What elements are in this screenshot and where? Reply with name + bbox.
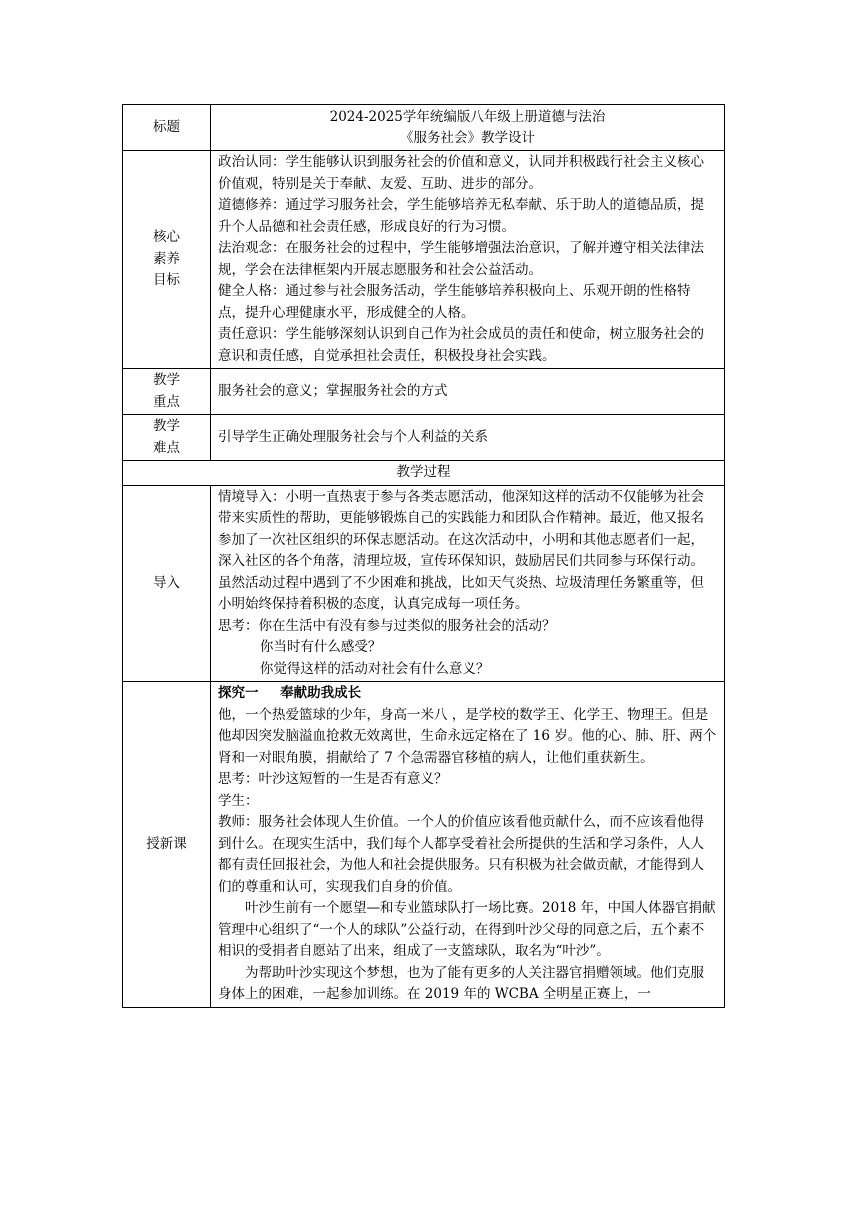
label-line: 重点 bbox=[153, 393, 180, 410]
label-title: 标题 bbox=[123, 105, 211, 151]
row-title bbox=[123, 105, 725, 151]
label-difficulties bbox=[123, 415, 211, 461]
section-heading bbox=[218, 683, 717, 705]
row-difficulties bbox=[123, 415, 725, 461]
intro-think-3: 你觉得这样的活动对社会有什么意义？ bbox=[259, 660, 490, 677]
intro-think-2: 你当时有什么感受？ bbox=[259, 639, 382, 655]
row-intro bbox=[123, 485, 725, 682]
section-heading-number: 探究一 bbox=[218, 685, 259, 701]
intro-scenario: 情境导入：小明一直热衷于参与各类志愿活动，他深知这样的活动不仅能够为社会带来实质性的帮助，更能够锻炼自己的实践能力和团队合作精神。最近，他又报名参加了一次社区组织的环保志愿活动。在这次活动中，小明和其他志愿者们一起，深入社区的各个角落，清理垃圾，宣传环保知识，鼓励居民们共同参与环保行动。虽然活动过程中遇到了不少困难和挑战，比如天气炎热、垃圾清理任务繁重等，但小明始终保持着积极的态度，认真完成每一项任务。 bbox=[218, 488, 704, 612]
goal-law: 法治观念：在服务社会的过程中，学生能够增强法治意识，了解并遵守相关法律法规，学会在法律框架内开展志愿服务和社会公益活动。 bbox=[218, 240, 704, 278]
story-paragraph-1: 他，一个热爱篮球的少年，身高一米八 ，是学校的数学王、化学王、物理王。但是他却因突发脑溢血抢救无效离世，生命永远定格在了 16 岁。他的心、肺、肝、两个肾和一对眼角膜，捐献给了 7 个急需器官移植的病人，让他们重获新生。 bbox=[218, 706, 717, 766]
intro-think-1: 思考：你在生活中有没有参与过类似的服务社会的活动？ bbox=[218, 617, 556, 634]
label-line: 教学 bbox=[153, 418, 180, 434]
label-core-goals bbox=[123, 151, 211, 369]
row-new-lesson bbox=[123, 682, 725, 1008]
label-line: 难点 bbox=[153, 439, 180, 456]
label-line: 目标 bbox=[153, 272, 180, 289]
key-points-text: 服务社会的意义；掌握服务社会的方式 bbox=[211, 369, 725, 415]
goal-responsibility: 责任意识：学生能够深刻认识到自己作为社会成员的责任和使命，树立服务社会的意识和责任感，自觉承担社会责任，积极投身社会实践。 bbox=[218, 326, 704, 364]
lesson-think: 思考：叶沙这短暂的一生是否有意义？ bbox=[218, 771, 448, 787]
process-header: 教学过程 bbox=[123, 461, 725, 486]
intro-cell bbox=[211, 485, 725, 682]
row-process-header bbox=[123, 461, 725, 486]
row-core-goals bbox=[123, 151, 725, 369]
lesson-teacher: 教师：服务社会体现人生价值。一个人的价值应该看他贡献什么，而不应该看他得到什么。在现实生活中，我们每个人都享受着社会所提供的生活和学习条件，人人都有责任回报社会，为他人和社会提供服务。只有积极为社会做贡献，才能得到人们的尊重和认可，实现我们自身的价值。 bbox=[218, 814, 704, 895]
new-lesson-cell bbox=[211, 682, 725, 1008]
lesson-plan-table bbox=[122, 104, 725, 1008]
label-line: 教学 bbox=[153, 372, 180, 388]
label-intro: 导入 bbox=[123, 485, 211, 682]
lesson-student: 学生： bbox=[218, 792, 259, 809]
label-key-points bbox=[123, 369, 211, 415]
core-goals-cell bbox=[211, 151, 725, 369]
label-new-lesson: 授新课 bbox=[123, 682, 211, 1008]
story-paragraph-3: 为帮助叶沙实现这个梦想，也为了能有更多的人关注器官捐赠领域。他们克服身体上的困难，一起参加训练。在 2019 年的 WCBA 全明星正赛上，一 bbox=[218, 964, 704, 1002]
row-key-points bbox=[123, 369, 725, 415]
section-heading-title: 奉献助我成长 bbox=[280, 685, 362, 701]
difficulties-text: 引导学生正确处理服务社会与个人利益的关系 bbox=[211, 415, 725, 461]
label-line: 素养 bbox=[153, 250, 180, 267]
goal-political: 政治认同：学生能够认识到服务社会的价值和意义，认同并积极践行社会主义核心价值观，特别是关于奉献、友爱、互助、进步的部分。 bbox=[218, 154, 704, 192]
title-cell bbox=[211, 105, 725, 151]
goal-personality: 健全人格：通过参与社会服务活动，学生能够培养积极向上、乐观开朗的性格特点，提升心理健康水平，形成健全的人格。 bbox=[218, 283, 691, 321]
title-line-2: 《服务社会》教学设计 bbox=[400, 129, 535, 146]
goal-moral: 道德修养：通过学习服务社会，学生能够培养无私奉献、乐于助人的道德品质，提升个人品德和社会责任感，形成良好的行为习惯。 bbox=[218, 197, 704, 235]
label-line: 核心 bbox=[153, 229, 180, 246]
story-paragraph-2: 叶沙生前有一个愿望—和专业篮球队打一场比赛。2018 年，中国人体器官捐献管理中心组织了“一个人的球队”公益行动，在得到叶沙父母的同意之后，五个素不相识的受捐者自愿站了出来，组成了一支篮球队，取名为“叶沙”。 bbox=[218, 900, 716, 959]
title-line-1: 2024-2025学年统编版八年级上册道德与法治 bbox=[329, 108, 606, 125]
